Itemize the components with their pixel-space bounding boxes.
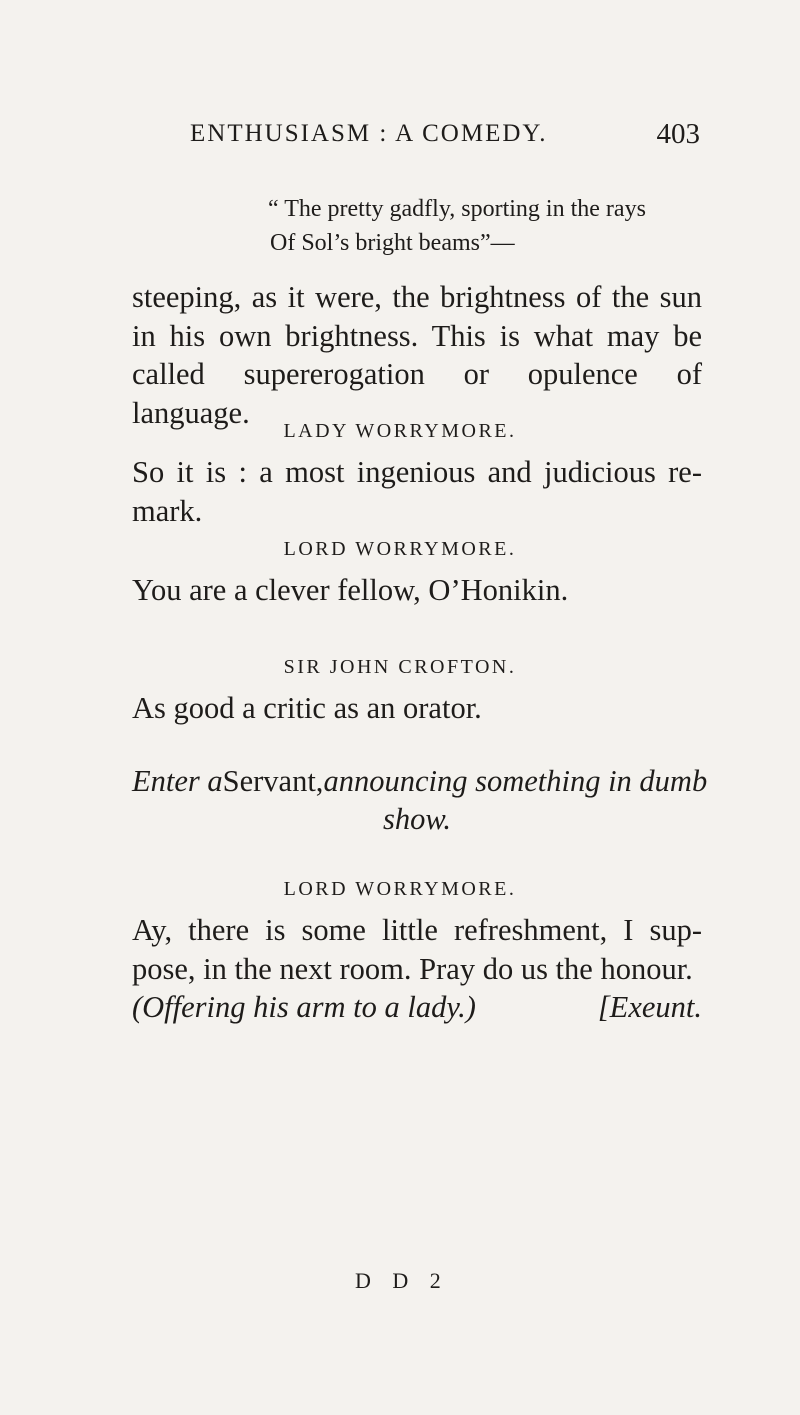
speaker-lord-worrymore-1: LORD WORRYMORE. (283, 538, 517, 560)
speech-lord-worrymore-2-last-line (132, 988, 702, 1027)
speech-lady-worrymore: So it is : a most ingenious and judicious re- mark. (132, 455, 702, 528)
page-number: 403 (656, 118, 700, 150)
stage-direction-line-2: show. (382, 802, 452, 836)
stage-direction-servant: Servant, (222, 764, 324, 798)
running-head (190, 120, 700, 160)
paragraph-continuation: steeping, as it were, the brightness of the sun in his own brightness. This is what may be called supererogation or opulence of language. (132, 280, 702, 430)
aside-direction: (Offering his arm to a lady.) (132, 990, 476, 1024)
stage-direction (132, 762, 708, 838)
signature-mark: D D 2 (355, 1268, 449, 1293)
verse-line-2: Of Sol’s bright beams”— (270, 230, 515, 256)
verse-quote (268, 192, 646, 260)
exit-direction: [Exeunt. (597, 990, 702, 1024)
speech-lord-worrymore-2-text: Ay, there is some little refreshment, I sup- pose, in the next room. Pray do us the honour. (132, 913, 702, 986)
speech-lord-worrymore-2 (132, 911, 702, 1027)
running-head-title: ENTHUSIASM : A COMEDY. (190, 120, 548, 147)
speaker-sir-john-crofton: SIR JOHN CROFTON. (283, 656, 517, 678)
verse-line-1: “ The pretty gadfly, sporting in the rays (268, 196, 646, 222)
speaker-lady-worrymore: LADY WORRYMORE. (283, 420, 517, 442)
stage-direction-rest: announcing something in dumb (323, 764, 708, 798)
speech-sir-john-crofton: As good a critic as an orator. (132, 691, 482, 725)
speech-lord-worrymore-1: You are a clever fellow, O’Honikin. (132, 573, 569, 607)
speaker-lord-worrymore-2: LORD WORRYMORE. (283, 878, 517, 900)
stage-direction-enter: Enter a (132, 764, 223, 798)
